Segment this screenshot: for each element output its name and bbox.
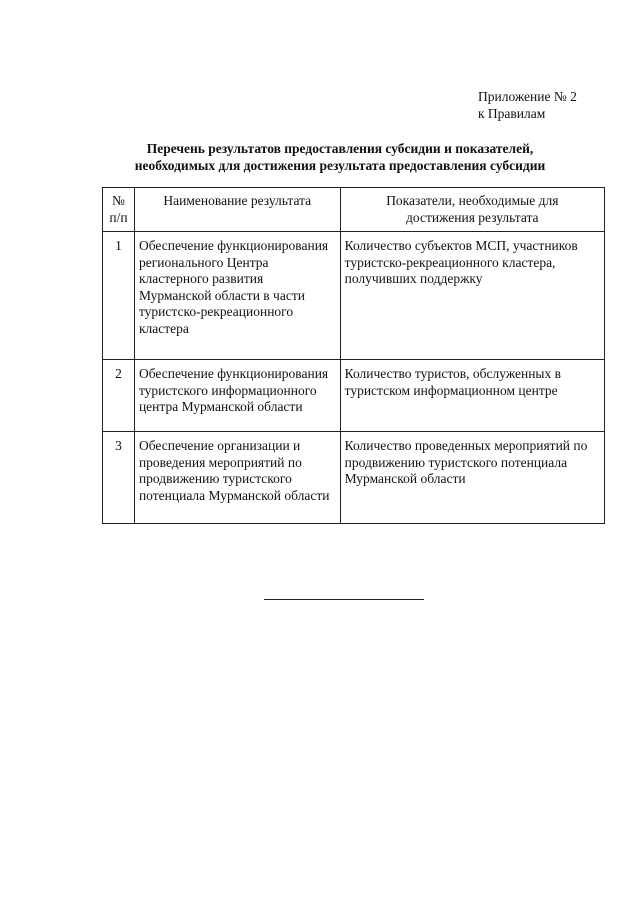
header-number-line-2: п/п [109,209,128,225]
header-indicators-line-1: Показатели, необходимые для [386,193,559,208]
appendix-reference [478,88,577,122]
end-of-document-line [264,599,424,600]
table-row [103,432,605,524]
header-indicators-line-2: достижения результата [406,209,539,225]
result-indicator: Количество проведенных мероприятий по продвижению туристского потенциала Мурманской области [340,432,604,524]
row-number: 1 [103,232,135,360]
result-indicator: Количество субъектов МСП, участников туристско-рекреационного кластера, получивших поддержку [340,232,604,360]
table-row [103,232,605,360]
document-title [90,140,590,174]
header-result-name: Наименование результата [134,188,340,232]
result-name: Обеспечение функционирования туристского информационного центра Мурманской области [134,360,340,432]
header-indicators [340,188,604,232]
header-number-line-1: № [112,193,125,208]
row-number: 2 [103,360,135,432]
row-number: 3 [103,432,135,524]
document-title-line-2: необходимых для достижения результата предоставления субсидии [134,158,546,173]
table-header-row [103,188,605,232]
result-indicator: Количество туристов, обслуженных в туристском информационном центре [340,360,604,432]
result-name: Обеспечение организации и проведения мероприятий по продвижению туристского потенциала Мурманской области [134,432,340,524]
table-row [103,360,605,432]
appendix-number: Приложение № 2 [478,89,577,104]
document-title-line-1: Перечень результатов предоставления субсидии и показателей, [146,141,534,156]
appendix-rules-reference: к Правилам [478,106,546,121]
result-name: Обеспечение функционирования регионального Центра кластерного развития Мурманской области в части туристско-рекреационного кластера [134,232,340,360]
header-number [103,188,135,232]
results-table [102,187,605,524]
